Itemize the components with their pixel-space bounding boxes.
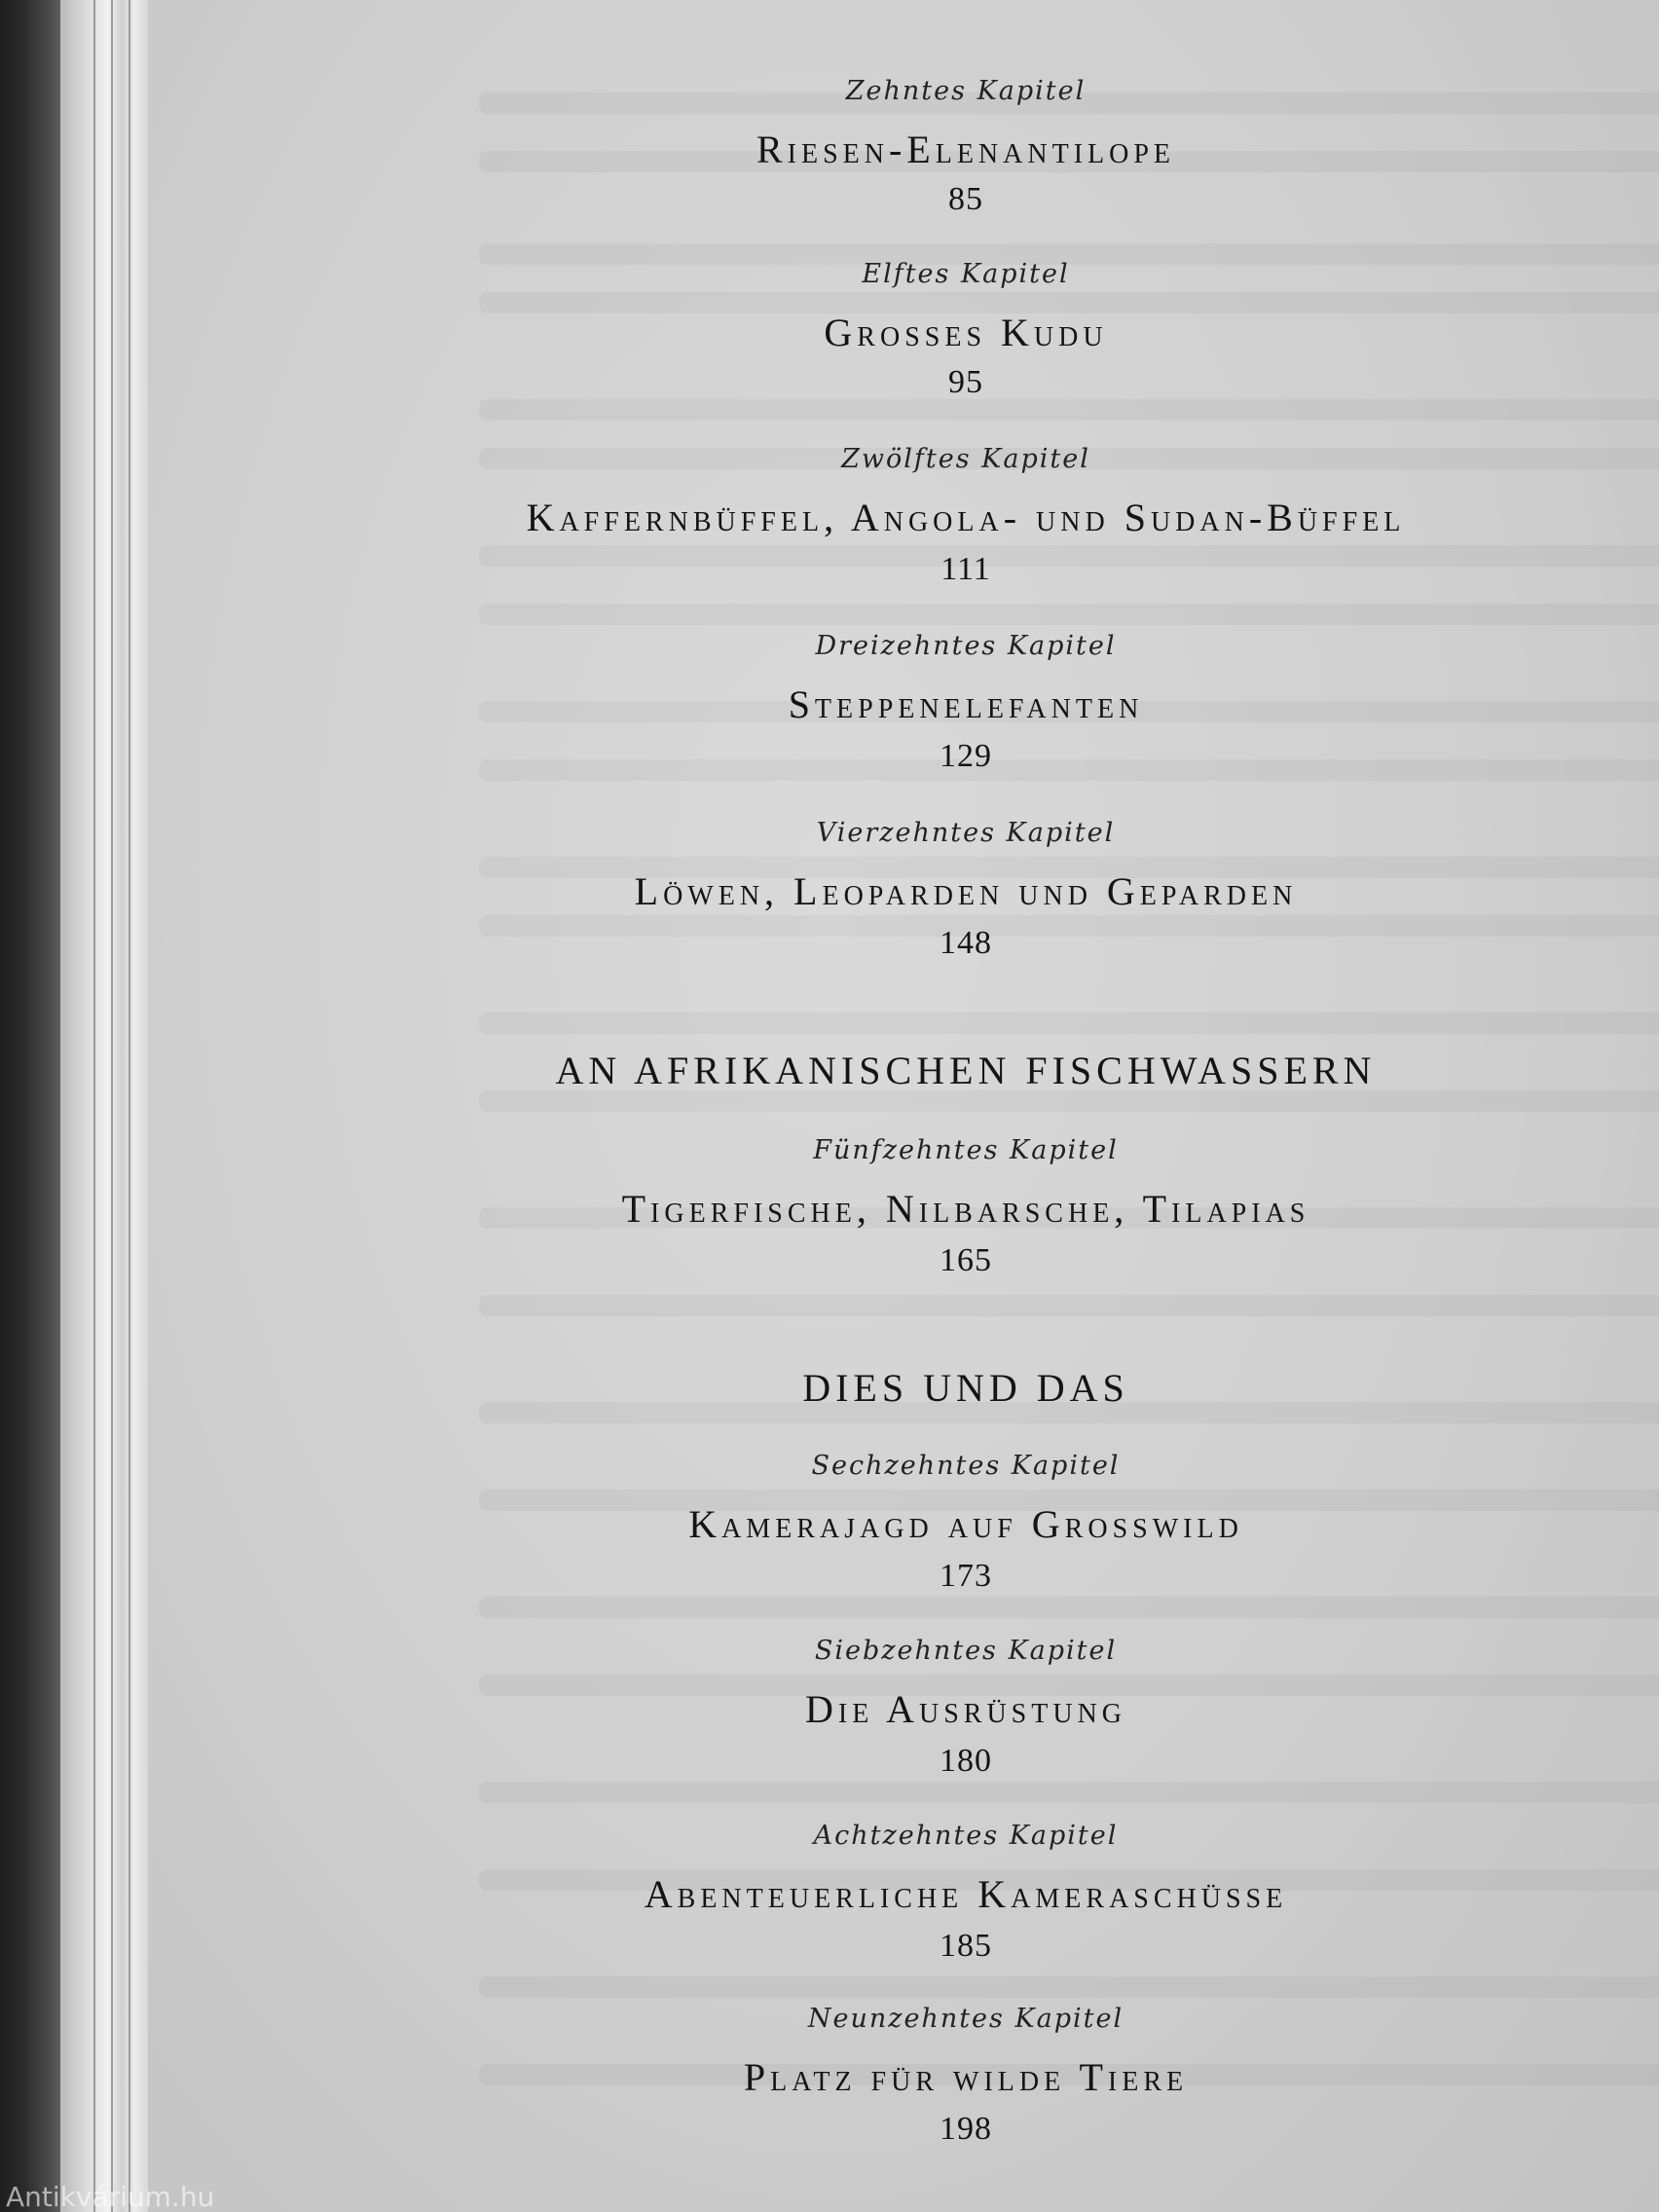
chapter-page-number: 111 — [940, 551, 991, 587]
chapter-page-number: 198 — [940, 2111, 992, 2147]
chapter-page-number: 129 — [940, 738, 992, 774]
chapter-title: Tigerfische, Nilbarsche, Tilapias — [621, 1187, 1310, 1231]
section-heading: AN AFRIKANISCHEN FISCHWASSERN — [555, 1049, 1377, 1092]
chapter-label: Zwölftes Kapitel — [841, 444, 1090, 474]
chapter-label: Dreizehntes Kapitel — [815, 631, 1117, 661]
chapter-label: Sechzehntes Kapitel — [811, 1451, 1121, 1481]
chapter-page-number: 165 — [940, 1242, 992, 1278]
chapter-page-number: 185 — [940, 1928, 992, 1964]
chapter-page-number: 173 — [940, 1558, 992, 1594]
chapter-page-number: 85 — [948, 181, 983, 217]
chapter-title: Grosses Kudu — [824, 311, 1108, 354]
watermark: Antikvárium.hu — [6, 2183, 215, 2212]
chapter-title: Kamerajagd auf Grosswild — [688, 1502, 1243, 1546]
chapter-title: Abenteuerliche Kameraschüsse — [644, 1872, 1288, 1916]
chapter-label: Fünfzehntes Kapitel — [813, 1135, 1119, 1165]
chapter-label: Zehntes Kapitel — [845, 76, 1087, 106]
chapter-page-number: 95 — [948, 364, 983, 400]
section-heading: DIES UND DAS — [802, 1366, 1129, 1410]
chapter-label: Neunzehntes Kapitel — [807, 2004, 1124, 2034]
chapter-title: Die Ausrüstung — [804, 1687, 1127, 1731]
chapter-title: Platz für wilde Tiere — [743, 2055, 1189, 2099]
chapter-title: Löwen, Leoparden und Geparden — [634, 869, 1298, 913]
chapter-title: Steppenelefanten — [788, 682, 1144, 726]
chapter-page-number: 180 — [940, 1743, 992, 1779]
chapter-label: Elftes Kapitel — [862, 259, 1070, 289]
chapter-label: Vierzehntes Kapitel — [816, 818, 1116, 848]
chapter-title: Kaffernbüffel, Angola- und Sudan-Büffel — [526, 496, 1406, 539]
chapter-title: Riesen-Elenantilope — [756, 128, 1176, 171]
chapter-label: Achtzehntes Kapitel — [813, 1821, 1119, 1851]
chapter-page-number: 148 — [940, 925, 992, 961]
chapter-label: Siebzehntes Kapitel — [814, 1636, 1118, 1666]
